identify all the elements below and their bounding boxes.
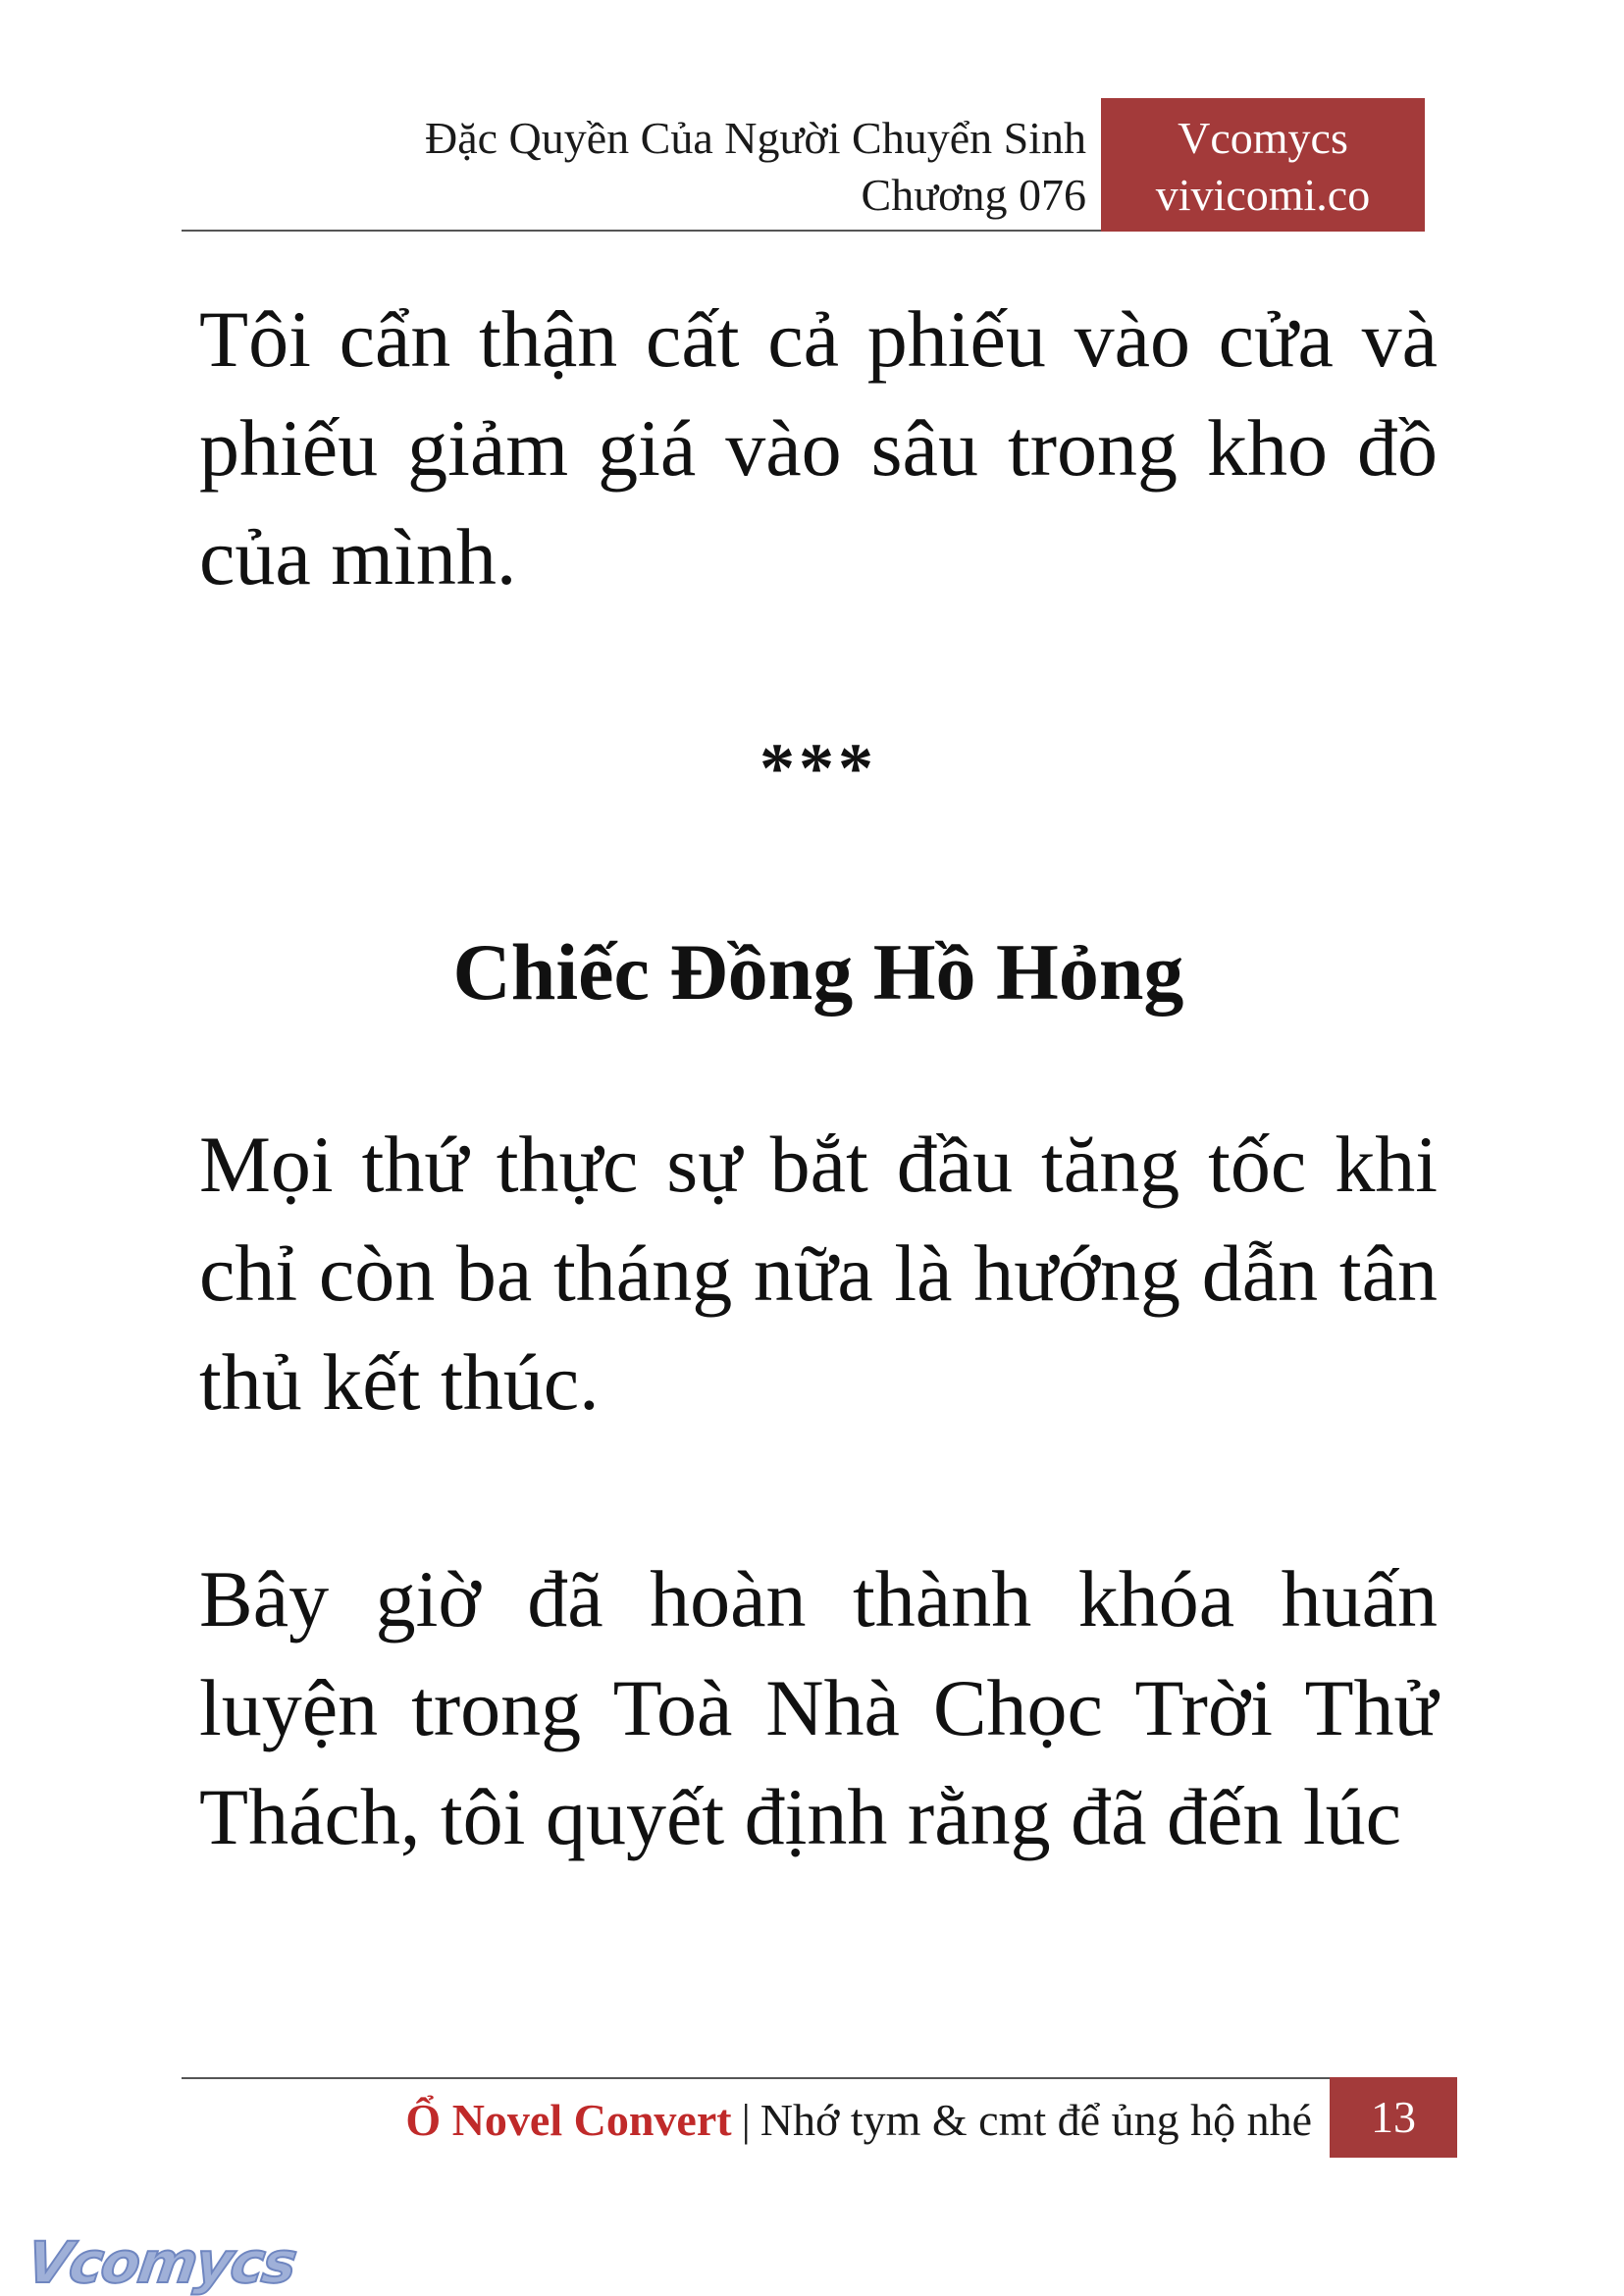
site-badge [1101,98,1425,232]
paragraph: Mọi thứ thực sự bắt đầu tăng tốc khi chỉ còn ba tháng nữa là hướng dẫn tân thủ kết thúc. [199,1120,1438,1427]
paragraph: Bây giờ đã hoàn thành khóa huấn luyện trong Toà Nhà Chọc Trời Thử Thách, tôi quyết định rằng đã đến lúc [199,1554,1438,1861]
footer-text [405,2091,1312,2150]
watermark-logo: Vcomycs [23,2229,300,2296]
page-content [199,285,1438,1871]
chapter-label: Chương 076 [861,170,1086,220]
header-divider [182,230,1101,232]
site-badge-url: vivicomi.co [1155,170,1371,220]
footer-brand: Ổ Novel Convert [405,2095,732,2145]
paragraph: Tôi cẩn thận cất cả phiếu vào cửa và phiếu giảm giá vào sâu trong kho đồ của mình. [199,294,1438,601]
section-heading: Chiếc Đồng Hồ Hỏng [452,927,1184,1017]
page-number: 13 [1330,2077,1457,2158]
section-separator: *** [760,729,877,808]
footer-separator: | [741,2095,751,2145]
footer-message: Nhớ tym & cmt để ủng hộ nhé [760,2095,1312,2145]
site-badge-name: Vcomycs [1178,113,1348,163]
page-header [182,98,1425,232]
page-footer [182,2077,1457,2158]
footer-divider [182,2077,1330,2079]
header-title-block [425,110,1086,224]
book-title: Đặc Quyền Của Người Chuyển Sinh [424,113,1086,163]
